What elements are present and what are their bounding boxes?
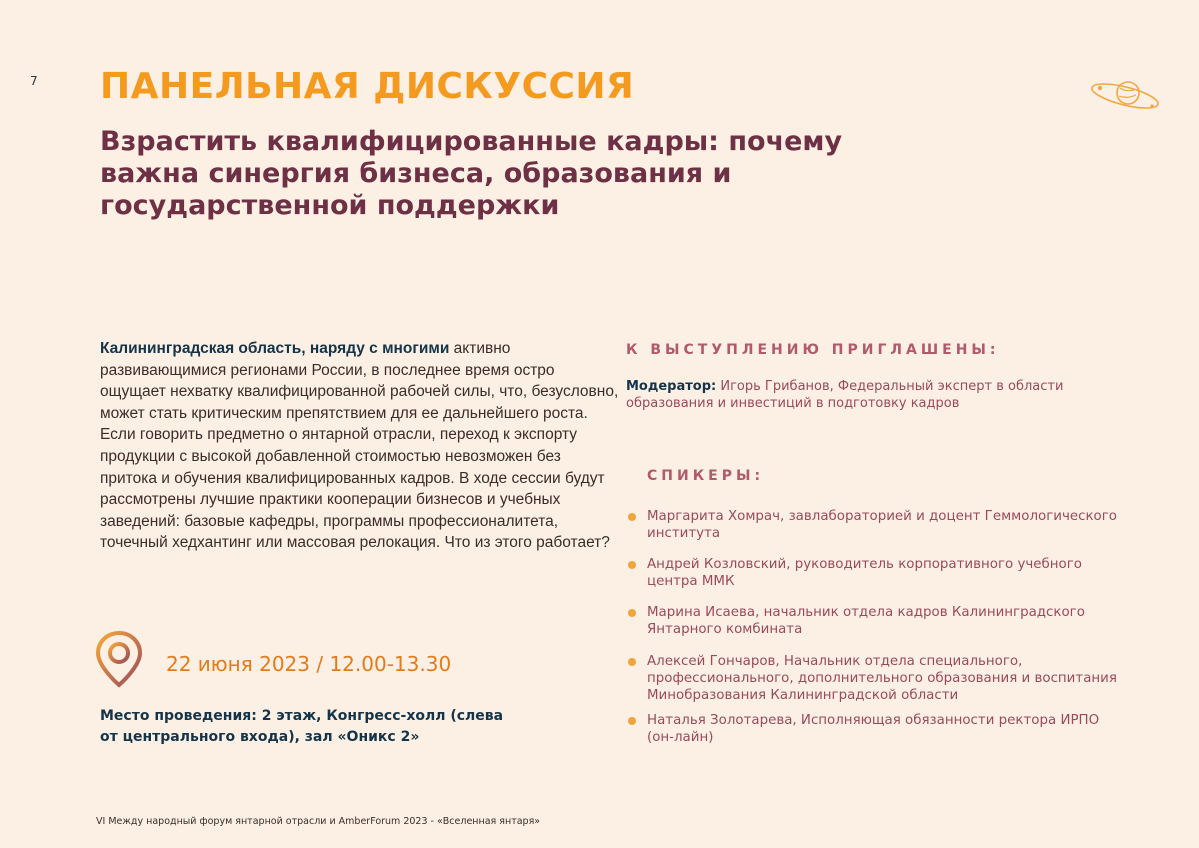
- moderator-text: Игорь Грибанов, Федеральный эксперт в области образования и инвестиций в подготовку кадров: [626, 379, 1064, 411]
- list-item: [626, 712, 1126, 746]
- location-pin-icon: [95, 630, 143, 688]
- bullet-dot-icon: [628, 609, 636, 617]
- speaker-text: Андрей Козловский, руководитель корпоративного учебного центра ММК: [647, 557, 1082, 589]
- list-item: [626, 653, 1126, 704]
- moderator-label: Модератор:: [626, 379, 717, 394]
- bullet-dot-icon: [628, 658, 636, 666]
- event-date-time: 22 июня 2023 / 12.00-13.30: [166, 652, 452, 676]
- speaker-text: Наталья Золотарева, Исполняющая обязанности ректора ИРПО (он-лайн): [647, 713, 1100, 745]
- amber-planet-logo-icon: [1088, 76, 1162, 114]
- bullet-dot-icon: [628, 717, 636, 725]
- description-lead: Калининградская область, наряду с многими: [100, 340, 450, 357]
- speaker-text: Маргарита Хомрач, завлабораторией и доцент Геммологического института: [647, 509, 1117, 541]
- bullet-dot-icon: [628, 561, 636, 569]
- list-item: [626, 508, 1126, 542]
- session-description: [100, 338, 620, 554]
- section-title: ПАНЕЛЬНАЯ ДИСКУССИЯ: [100, 66, 635, 107]
- speakers-heading: СПИКЕРЫ:: [647, 468, 765, 484]
- bullet-dot-icon: [628, 513, 636, 521]
- list-item: [626, 556, 1126, 590]
- moderator: [626, 378, 1096, 412]
- speaker-text: Марина Исаева, начальник отдела кадров Калининградского Янтарного комбината: [647, 605, 1085, 637]
- page-number: 7: [30, 74, 38, 88]
- footer-text: VI Между народный форум янтарной отрасли и AmberForum 2023 - «Вселенная янтаря»: [96, 816, 541, 827]
- list-item: [626, 604, 1126, 638]
- speaker-text: Алексей Гончаров, Начальник отдела специального, профессионального, дополнительного образования и воспитания Минобразования Калининградской области: [647, 654, 1117, 703]
- description-body: активно развивающимися регионами России, в последнее время остро ощущает нехватку квалифицированной рабочей силы, что, безусловно, может стать критическим препятствием для ее дальнейшего роста. Если говорить предметно о янтарной отрасли, переход к экспорту продукции с высокой добавленной стоимостью невозможен без притока и обучения квалифицированных кадров. В ходе сессии будут рассмотрены лучшие практики кооперации бизнесов и учебных заведений: базовые кафедры, программы профессионалитета, точечный хедхантинг или массовая релокация. Что из этого работает?: [100, 340, 619, 552]
- invited-heading: К ВЫСТУПЛЕНИЮ ПРИГЛАШЕНЫ:: [626, 342, 1000, 358]
- event-venue: Место проведения: 2 этаж, Конгресс-холл (слева от центрального входа), зал «Оникс 2»: [100, 708, 504, 745]
- session-title: Взрастить квалифицированные кадры: почему важна синергия бизнеса, образования и государственной поддержки: [100, 126, 843, 221]
